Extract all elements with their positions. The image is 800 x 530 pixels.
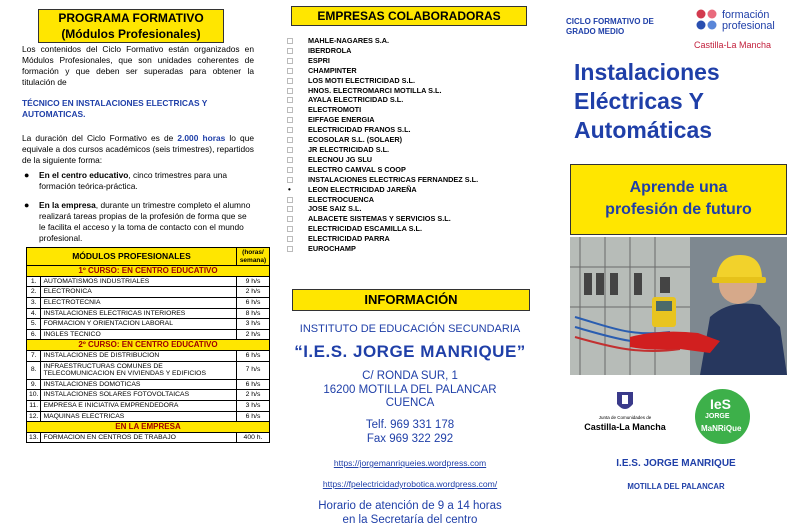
module-hours: 9 h/s (237, 276, 270, 287)
module-number: 7. (27, 350, 41, 361)
empresa-item (285, 76, 478, 86)
empresa-item (285, 105, 478, 115)
empresa-name: JOSE SAIZ S.L. (308, 204, 362, 214)
module-name: INSTALACIONES ELECTRICAS INTERIORES (41, 308, 237, 319)
module-number: 8. (27, 361, 41, 379)
checkbox-icon (287, 216, 293, 222)
ies-name: “I.E.S. JORGE MANRIQUE” (294, 342, 526, 361)
empresa-item (285, 125, 478, 135)
table-header-hours: (horas/ semana) (237, 248, 270, 266)
module-hours: 3 h/s (237, 400, 270, 411)
empresa-name: ELECTRO CAMVAL S COOP (308, 164, 406, 174)
checkbox-icon (287, 68, 293, 74)
empresa-name: AYALA ELECTRICIDAD S.L. (308, 95, 404, 105)
table-row (27, 411, 270, 422)
empresa-item (285, 165, 478, 175)
module-name: FORMACION Y ORIENTACION LABORAL (41, 319, 237, 330)
fp-logo-region: Castilla-La Mancha (694, 40, 772, 50)
empresa-name: EIFFAGE ENERGIA (308, 115, 375, 125)
phone-number: Telf. 969 331 178 (365, 419, 455, 431)
modulos-table-body (27, 248, 270, 443)
cover-town: MOTILLA DEL PALANCAR (627, 482, 725, 491)
jccm-logo-name: Castilla-La Mancha (584, 422, 666, 432)
empresa-item (285, 185, 478, 195)
duracion-hours: 2.000 horas (177, 133, 226, 143)
course-row (27, 422, 270, 433)
checkbox-icon (287, 206, 293, 212)
module-number: 4. (27, 308, 41, 319)
duracion-paragraph (22, 133, 254, 166)
checkbox-icon (287, 226, 293, 232)
heading-line-1: PROGRAMA FORMATIVO (58, 11, 204, 25)
empresa-name: CHAMPINTER (308, 65, 357, 75)
empresa-name: LEON ELECTRICIDAD JAREÑA (308, 184, 417, 194)
checkbox-icon (287, 197, 293, 203)
programa-formativo-column (0, 0, 270, 530)
course-label: 2º CURSO: EN CENTRO EDUCATIVO (27, 340, 270, 351)
cover-ies-name: I.E.S. JORGE MANRIQUE (616, 458, 736, 469)
slogan-line-2: profesión de futuro (605, 201, 752, 218)
empresa-name: ESPRI (308, 55, 330, 65)
empresa-item (285, 204, 478, 214)
electrician-photo (570, 237, 787, 375)
fax-number: Fax 969 322 292 (366, 432, 454, 445)
duracion-pre: La duración del Ciclo Formativo es de (22, 133, 174, 143)
checkbox-icon (287, 38, 293, 44)
empresa-item (285, 244, 478, 254)
phone-block (277, 419, 543, 446)
bullet-empresa (22, 200, 254, 244)
module-number: 9. (27, 379, 41, 390)
module-name: INSTALACIONES DOMOTICAS (41, 379, 237, 390)
titulo-tecnico: TÉCNICO EN INSTALACIONES ELECTRICAS Y AUTOMATICAS. (22, 98, 208, 119)
empresa-name: ELECNOU JG SLU (308, 154, 373, 164)
module-hours: 2 h/s (237, 287, 270, 298)
checkbox-icon (287, 167, 293, 173)
ies-logo-ies: IeS (710, 396, 732, 412)
checkbox-icon (287, 236, 293, 242)
heading-line-2: (Módulos Profesionales) (61, 27, 201, 41)
empresa-name: IBERDROLA (308, 45, 352, 55)
slogan-line-1: Aprende una (629, 179, 728, 196)
checkbox-icon (287, 127, 293, 133)
empresa-item (285, 66, 478, 76)
empresas-column (277, 0, 543, 530)
course-row (27, 340, 270, 351)
fp-logo-text (722, 10, 775, 31)
ciclo-label: CICLO FORMATIVO DE GRADO MEDIO (566, 17, 654, 36)
table-row (27, 432, 270, 443)
horario-block (277, 500, 543, 527)
module-number: 2. (27, 287, 41, 298)
module-hours: 2 h/s (237, 329, 270, 340)
module-hours: 6 h/s (237, 379, 270, 390)
empresa-name: ELECTRICIDAD FRANOS S.L. (308, 125, 411, 135)
empresa-name: ELECTRICIDAD ESCAMILLA S.L. (308, 224, 423, 234)
bullet-dot-icon: ● (24, 170, 30, 180)
horario-line-2: en la Secretaría del centro (342, 513, 478, 526)
module-name: MAQUINAS ELECTRICAS (41, 411, 237, 422)
empresa-item (285, 36, 478, 46)
bullet-bold: En la empresa (39, 200, 96, 210)
table-row (27, 287, 270, 298)
empresa-item (285, 175, 478, 185)
checkbox-icon (287, 107, 293, 113)
module-number: 6. (27, 329, 41, 340)
module-hours: 7 h/s (237, 361, 270, 379)
empresa-item (285, 214, 478, 224)
module-name: INSTALACIONES SOLARES FOTOVOLTAICAS (41, 390, 237, 401)
ies-logo (695, 389, 750, 444)
table-header: MÓDULOS PROFESIONALES (27, 248, 237, 266)
checkbox-icon (287, 157, 293, 163)
bullet-text: , cinco trimestres para una formación teórica-práctica. (39, 170, 228, 191)
bullet-centro (22, 170, 254, 192)
module-number: 11. (27, 400, 41, 411)
module-hours: 8 h/s (237, 308, 270, 319)
empresa-item (285, 234, 478, 244)
module-name: AUTOMATISMOS INDUSTRIALES (41, 276, 237, 287)
empresa-item (285, 95, 478, 105)
checkbox-icon (287, 97, 293, 103)
module-number: 5. (27, 319, 41, 330)
module-name: ELECTRONICA (41, 287, 237, 298)
empresa-name: INSTALACIONES ELECTRICAS FERNANDEZ S.L. (308, 174, 479, 184)
empresa-item (285, 86, 478, 96)
module-number: 12. (27, 411, 41, 422)
ies-logo-manrique: MaNRiQue (701, 424, 742, 433)
empresa-name: MAHLE-NAGARES S.A. (308, 36, 390, 45)
jccm-logo-small: Junta de Comunidades de (598, 415, 652, 420)
module-number: 3. (27, 297, 41, 308)
empresa-name: HNOS. ELECTROMARCI MOTILLA S.L. (308, 85, 442, 95)
ies-logo-jorge: JORGE (705, 413, 730, 420)
empresa-name: JR ELECTRICIDAD S.L. (308, 144, 390, 154)
fp-dots-icon (692, 8, 722, 38)
checkbox-icon (287, 246, 293, 252)
modulos-table (26, 247, 270, 443)
address-city: 16200 MOTILLA DEL PALANCAR (323, 383, 497, 396)
empresa-name: LOS MOTI ELECTRICIDAD S.L. (308, 75, 416, 85)
table-header-row (27, 248, 270, 266)
fp-logo (692, 8, 800, 53)
slogan-box (570, 164, 787, 235)
empresa-item (285, 195, 478, 205)
empresa-name: ELECTROMOTI (308, 105, 362, 115)
empresa-item (285, 46, 478, 56)
table-row (27, 329, 270, 340)
module-number: 1. (27, 276, 41, 287)
table-row (27, 390, 270, 401)
bullet-bold: En el centro educativo (39, 170, 129, 180)
module-hours: 6 h/s (237, 350, 270, 361)
checkbox-icon (287, 177, 293, 183)
fp-logo-line-2: profesional (722, 19, 775, 32)
cover-column (552, 0, 800, 530)
checkbox-icon (287, 48, 293, 54)
table-row (27, 319, 270, 330)
empresa-name: ECOSOLAR S.L. (SOLAER) (308, 135, 403, 145)
bullet-text: , durante un trimestre completo el alumno realizará tareas propias de la profesión de forma que se le facilita el acceso y la toma de contacto con el mundo profesional. (39, 200, 251, 243)
module-name: EMPRESA E INICIATIVA EMPRENDEDORA (41, 400, 237, 411)
table-row (27, 400, 270, 411)
checkbox-icon (287, 137, 293, 143)
empresa-name: ELECTRICIDAD PARRA (308, 234, 390, 244)
empresa-item (285, 135, 478, 145)
jccm-logo (584, 390, 666, 440)
address-block (277, 370, 543, 411)
checkbox-icon (287, 78, 293, 84)
electrician-illustration (570, 237, 787, 375)
title-line-3: Automáticas (574, 117, 713, 143)
course-label: 1º CURSO: EN CENTRO EDUCATIVO (27, 266, 270, 277)
course-row (27, 266, 270, 277)
empresa-name: EUROCHAMP (308, 244, 356, 254)
empresa-name: ALBACETE SISTEMAS Y SERVICIOS S.L. (308, 214, 451, 224)
instituto-label: INSTITUTO DE EDUCACIÓN SECUNDARIA (299, 323, 521, 335)
table-row (27, 276, 270, 287)
address-street: C/ RONDA SUR, 1 (362, 370, 458, 382)
table-row (27, 361, 270, 379)
bullet-dot-icon: ● (24, 200, 30, 210)
title-line-1: Instalaciones (574, 59, 720, 85)
module-name: INGLES TECNICO (41, 329, 237, 340)
module-hours: 6 h/s (237, 297, 270, 308)
table-row (27, 350, 270, 361)
module-number: 13. (27, 432, 41, 443)
programa-formativo-heading (38, 9, 224, 43)
checkbox-icon (287, 58, 293, 64)
course-label: EN LA EMPRESA (27, 422, 270, 433)
module-hours: 2 h/s (237, 390, 270, 401)
table-row (27, 297, 270, 308)
module-hours: 6 h/s (237, 411, 270, 422)
address-province: CUENCA (385, 397, 435, 409)
fp-blog-link[interactable]: https://fpelectricidadyrobotica.wordpress.com/ (322, 479, 498, 489)
duracion-post: lo que equivale a dos cursos académicos (seis trimestres), repartidos de la siguiente forma: (22, 133, 255, 165)
empresa-item (285, 115, 478, 125)
module-number: 10. (27, 390, 41, 401)
intro-paragraph: Los contenidos del Ciclo Formativo están organizados en Módulos Profesionales, que son unidades coherentes de formación y que deben ser superadas para obtener la titulación de (22, 44, 254, 87)
horario-line-1: Horario de atención de 9 a 14 horas (318, 500, 502, 512)
empresa-item (285, 155, 478, 165)
empresa-name: ELECTROCUENCA (308, 194, 375, 204)
checkbox-icon (287, 147, 293, 153)
blog-link[interactable]: https://jorgemanriqueies.wordpress.com (333, 458, 487, 468)
module-name: INSTALACIONES DE DISTRIBUCION (41, 350, 237, 361)
empresa-item (285, 224, 478, 234)
module-name: INFRAESTRUCTURAS COMUNES DE TELECOMUNICACION EN VIVIENDAS Y EDIFICIOS (41, 361, 237, 379)
empresas-list (285, 36, 478, 254)
fp-logo-line-1: formación (722, 9, 770, 21)
module-hours: 400 h. (237, 432, 270, 443)
module-name: ELECTROTECNIA (41, 297, 237, 308)
page-title (574, 58, 794, 145)
jccm-shield-icon (615, 390, 635, 414)
checkbox-icon (287, 117, 293, 123)
module-hours: 3 h/s (237, 319, 270, 330)
table-row (27, 379, 270, 390)
empresa-item (285, 145, 478, 155)
informacion-heading: INFORMACIÓN (292, 289, 530, 311)
empresa-item (285, 56, 478, 66)
module-name: FORMACION EN CENTROS DE TRABAJO (41, 432, 237, 443)
bullet-dot-icon: • (288, 184, 291, 194)
title-line-2: Eléctricas Y (574, 88, 705, 114)
empresas-heading: EMPRESAS COLABORADORAS (291, 6, 527, 26)
checkbox-icon (287, 88, 293, 94)
table-row (27, 308, 270, 319)
